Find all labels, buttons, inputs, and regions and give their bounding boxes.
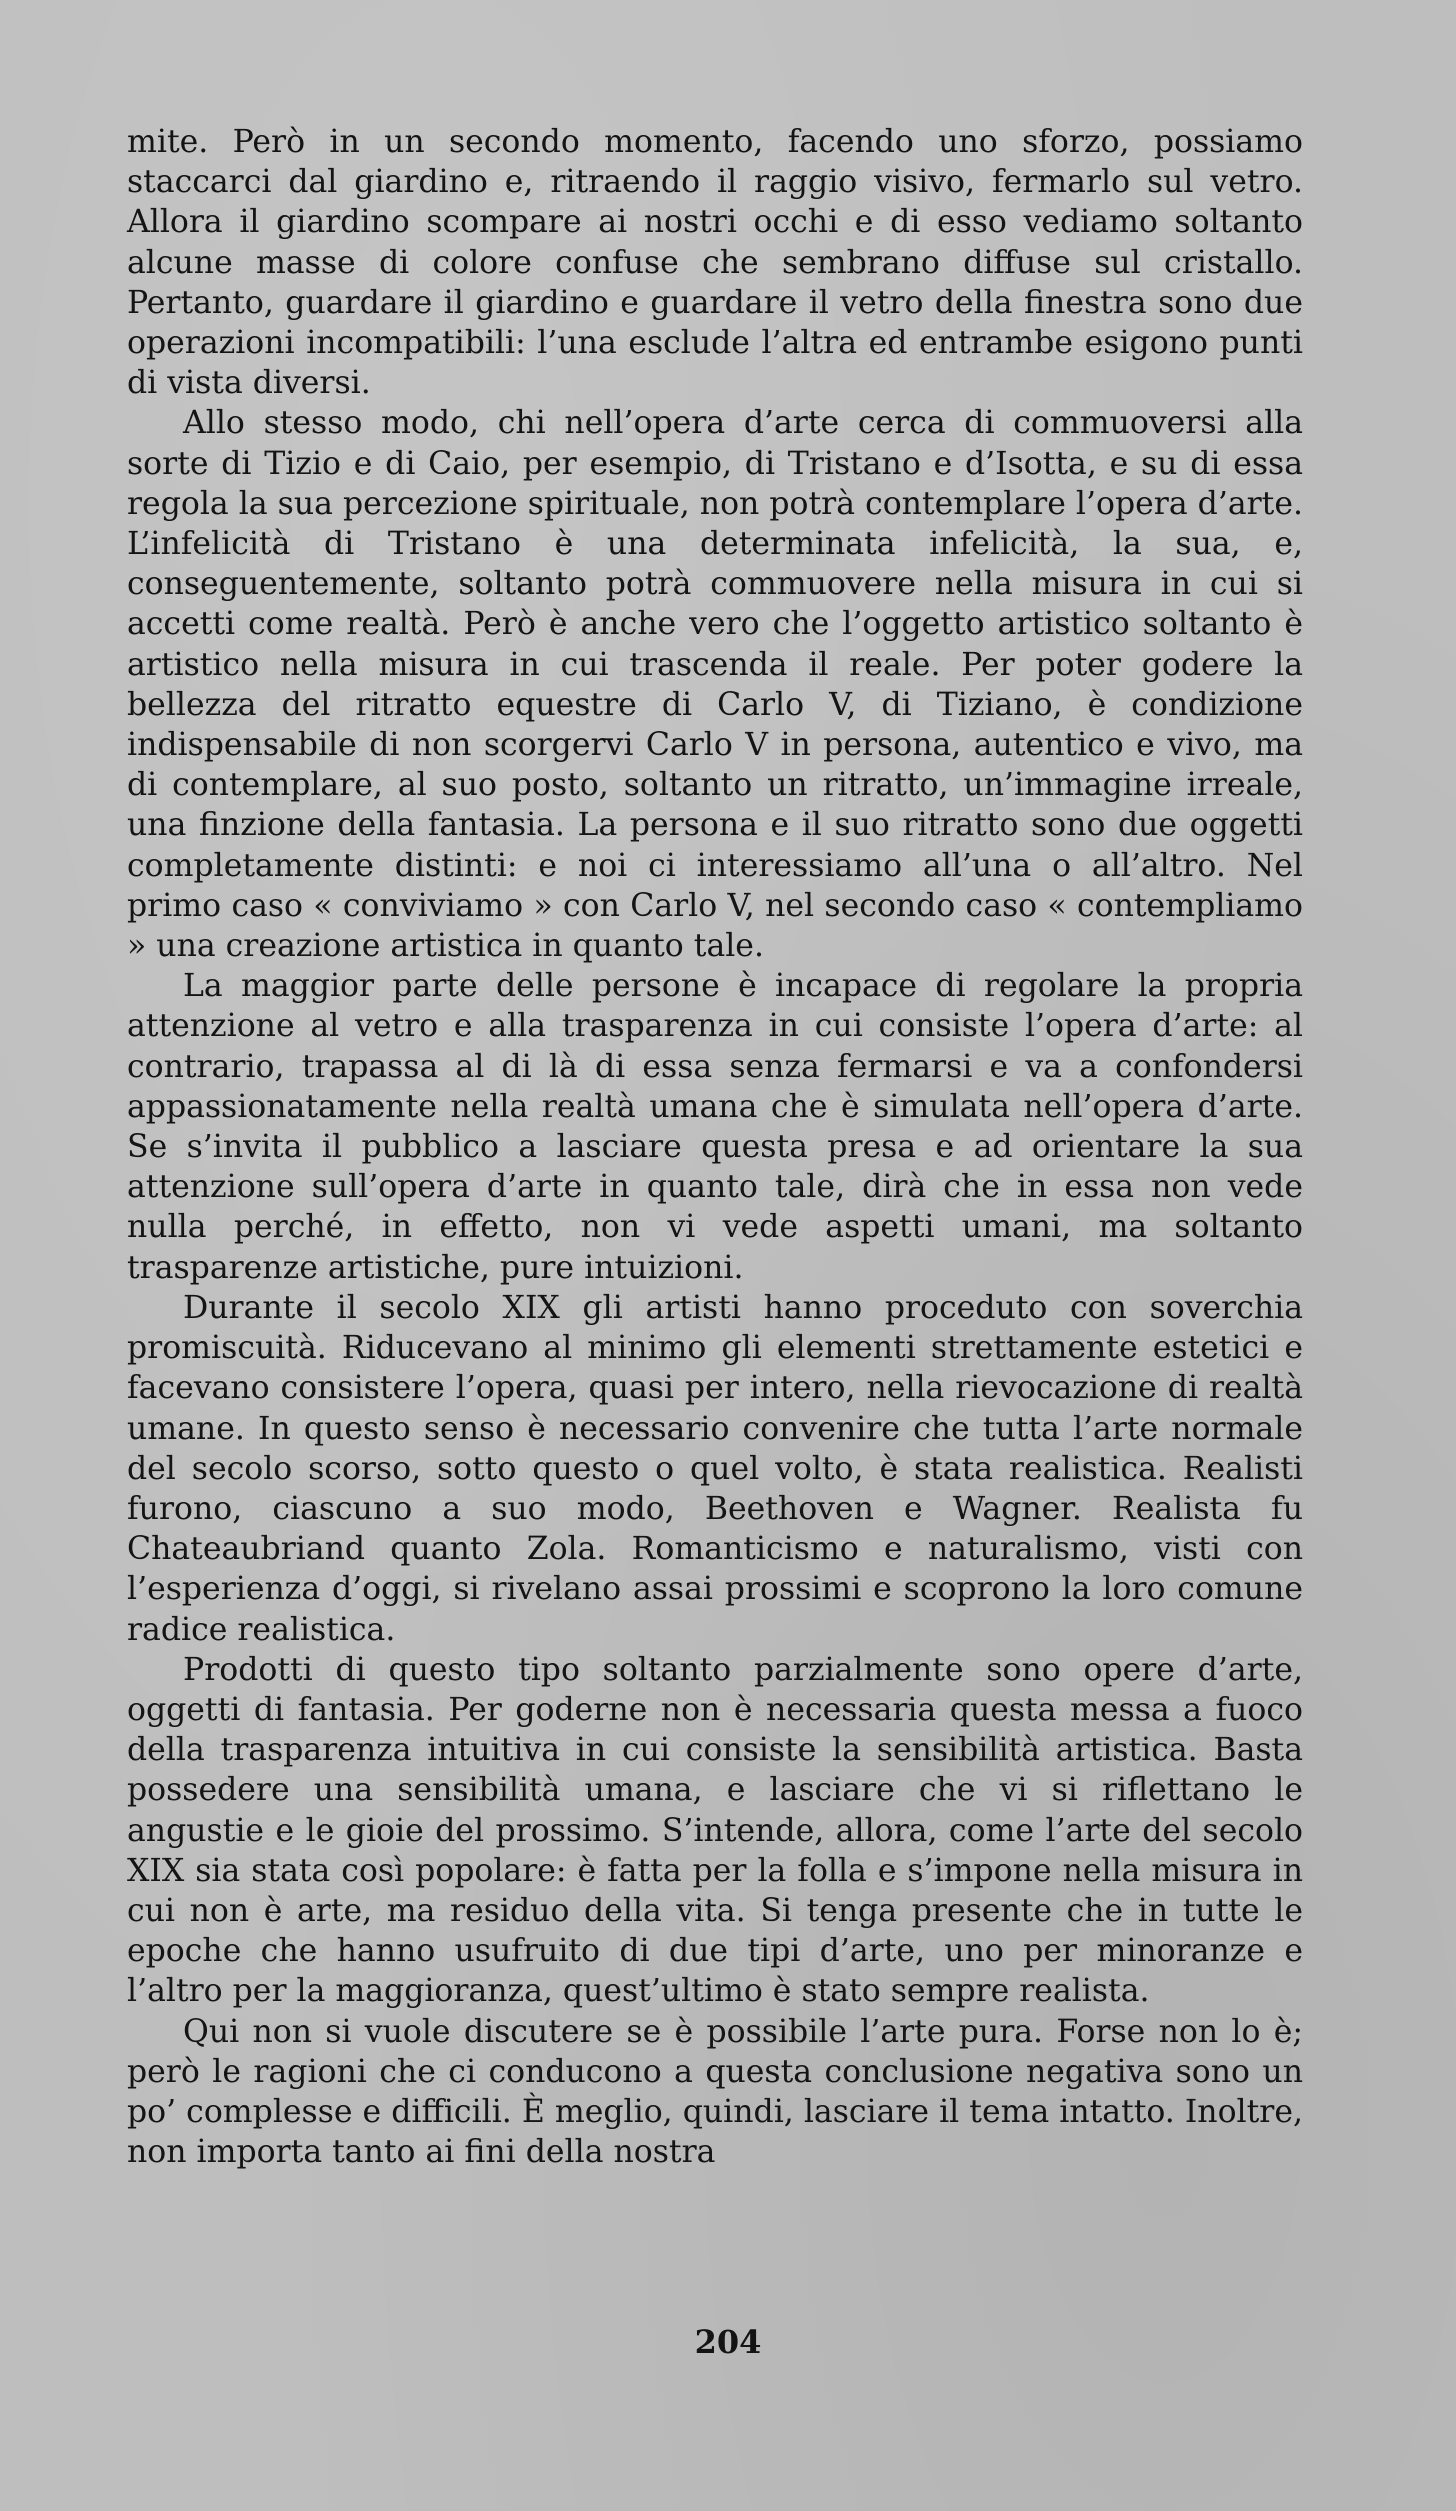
paragraph-3: La maggior parte delle persone è incapace di regolare la propria attenzione al vetro e alla trasparenza in cui consiste l’opera d’arte: al contrario, trapassa al di là di essa senza fermarsi e va a confondersi appassionatamente nella realtà umana che è simulata nell’opera d’arte. Se s’invita il pubblico a lasciare questa presa e ad orientare la sua attenzione sull’opera d’arte in quanto tale, dirà che in essa non vede nulla perché, in effetto, non vi vede aspetti umani, ma soltanto trasparenze artistiche, pure intuizioni. (127, 968, 1303, 1286)
paragraph-6: Qui non si vuole discutere se è possibile l’arte pura. Forse non lo è; però le ragioni che ci conducono a questa conclusione negativa sono un po’ complesse e difficili. È meglio, quindi, lasciare il tema intatto. Inoltre, non importa tanto ai fini della nostra (127, 2013, 1303, 2171)
paragraph-2: Allo stesso modo, chi nell’opera d’arte cerca di commuoversi alla sorte di Tizio e di Caio, per esempio, di Tristano e d’Isotta, e su di essa regola la sua percezione spirituale, non potrà contemplare l’opera d’arte. L’infelicità di Tristano è una determinata infelicità, la sua, e, conseguentemente, soltanto potrà commuovere nella misura in cui si accetti come realtà. Però è anche vero che l’oggetto artistico soltanto è artistico nella misura in cui trascenda il reale. Per poter godere la bellezza del ritratto equestre di Carlo V, di Tiziano, è condizione indispensabile di non scorgervi Carlo V in persona, autentico e vivo, ma di contemplare, al suo posto, soltanto un ritratto, un’immagine irreale, una finzione della fantasia. La persona e il suo ritratto sono due oggetti completamente distinti: e noi ci interessiamo all’una o all’altro. Nel primo caso « conviviamo » con Carlo V, nel secondo caso « contempliamo » una creazione artistica in quanto tale. (127, 405, 1303, 965)
page-number: 204 (694, 2323, 762, 2361)
body-text (127, 122, 1303, 2172)
paragraph-4: Durante il secolo XIX gli artisti hanno proceduto con soverchia promiscuità. Riducevano al minimo gli elementi strettamente estetici e facevano consistere l’opera, quasi per intero, nella rievocazione di realtà umane. In questo senso è necessario convenire che tutta l’arte normale del secolo scorso, sotto questo o quel volto, è stata realistica. Realisti furono, ciascuno a suo modo, Beethoven e Wagner. Realista fu Chateaubriand quanto Zola. Romanticismo e naturalismo, visti con l’esperienza d’oggi, si rivelano assai prossimi e scoprono la loro comune radice realistica. (127, 1289, 1303, 1648)
paragraph-5: Prodotti di questo tipo soltanto parzialmente sono opere d’arte, oggetti di fantasia. Per goderne non è necessaria questa messa a fuoco della trasparenza intuitiva in cui consiste la sensibilità artistica. Basta possedere una sensibilità umana, e lasciare che vi si riflettano le angustie e le gioie del prossimo. S’intende, allora, come l’arte del secolo XIX sia stata così popolare: è fatta per la folla e s’impone nella misura in cui non è arte, ma residuo della vita. Si tenga presente che in tutte le epoche che hanno usufruito di due tipi d’arte, uno per minoranze e l’altro per la maggioranza, quest’ultimo è stato sempre realista. (127, 1651, 1303, 2010)
paragraph-1: mite. Però in un secondo momento, facendo uno sforzo, possiamo staccarci dal giardino e, ritraendo il raggio visivo, fermarlo sul vetro. Allora il giardino scompare ai nostri occhi e di esso vediamo soltanto alcune masse di colore confuse che sembrano diffuse sul cristallo. Pertanto, guardare il giardino e guardare il vetro della finestra sono due operazioni incompatibili: l’una esclude l’altra ed entrambe esigono punti di vista diversi. (127, 124, 1303, 402)
